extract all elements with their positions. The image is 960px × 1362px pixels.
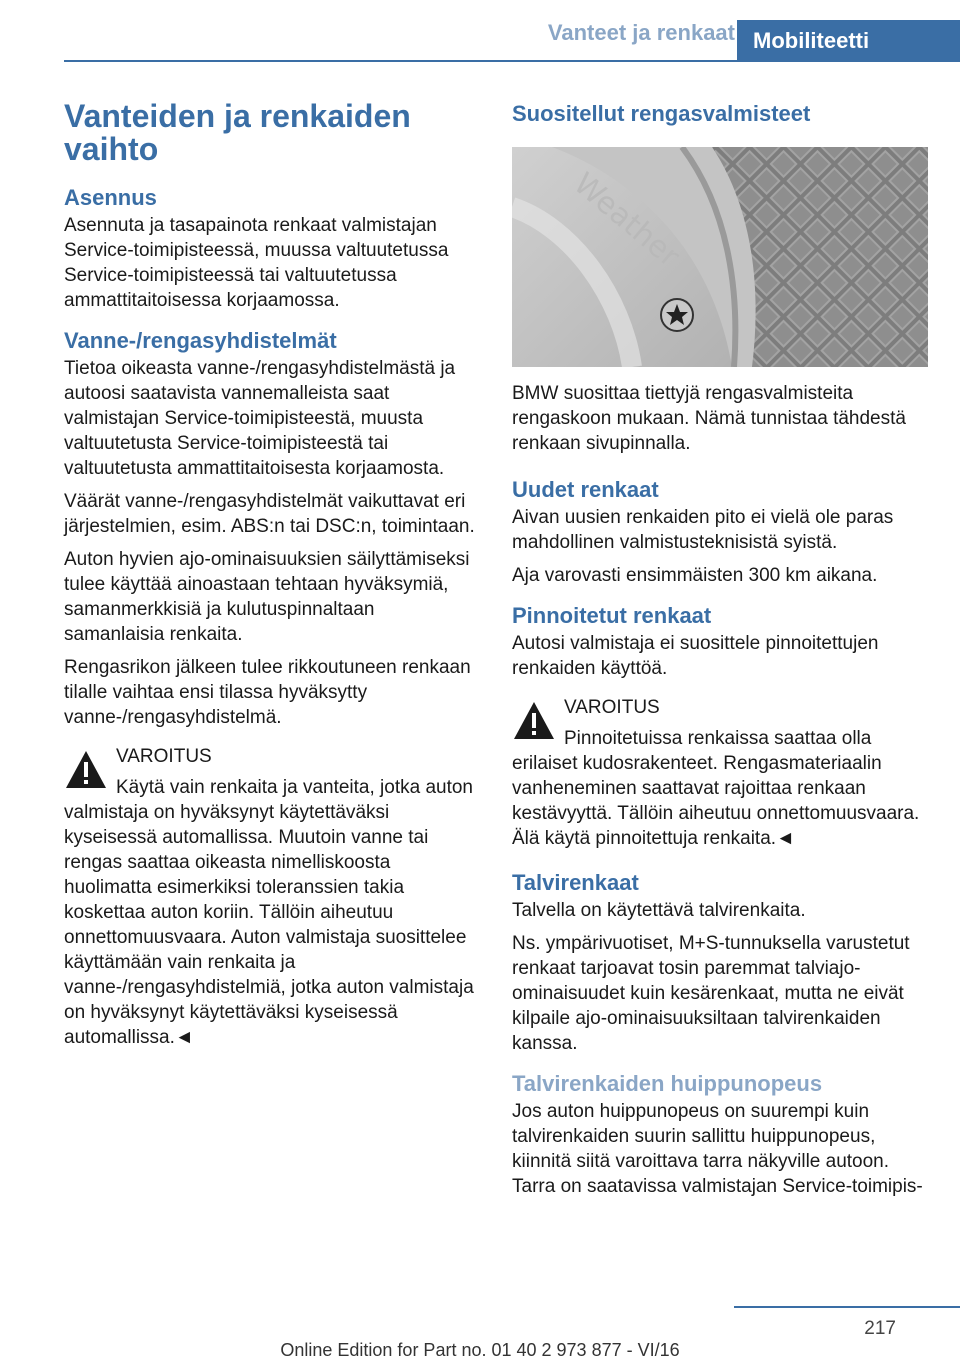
text-yhdistelmat-2: Väärät vanne-/rengasyhdistelmät vaikuttavat eri järjestelmien, esim. ABS:n tai DSC:n, toimintaan. — [64, 491, 475, 537]
section-talvi — [512, 869, 928, 1056]
heading-uudet: Uudet renkaat — [512, 477, 659, 502]
right-column — [512, 100, 928, 1213]
text-suositellut: BMW suosittaa tiettyjä rengasvalmisteita rengaskoon mukaan. Nämä tunnistaa tähdestä renkaan sivupinnalla. — [512, 383, 906, 454]
footer-divider — [734, 1306, 960, 1308]
heading-talvi: Talvirenkaat — [512, 870, 639, 895]
section-tab: Vanteet ja renkaat — [547, 20, 735, 45]
section-pinnoitetut — [512, 602, 928, 681]
page-number: 217 — [864, 1318, 896, 1339]
tire-sidewall-star-image — [512, 147, 928, 367]
heading-pinnoitetut: Pinnoitetut renkaat — [512, 603, 712, 628]
section-asennus — [64, 184, 480, 313]
warning-triangle-icon — [512, 699, 556, 743]
warning-text: Pinnoitetuissa renkaissa saattaa olla erilaiset kudosrakenteet. Rengasmateriaalin vanheneminen saattavat rajoittaa renkaan kestävyyttä. Tällöin aiheutuu onnettomuusvaara. Älä käytä pinnoitettuja renkaita.◄ — [512, 728, 920, 849]
text-huippu: Jos auton huippunopeus on suurempi kuin talvirenkaiden suurin sallittu huippunopeus, kiinnitä siitä varoittava tarra näkyville autoon. Tarra on saatavissa valmistajan Service-toimipis- — [512, 1101, 923, 1197]
warning-triangle-icon — [64, 748, 108, 792]
text-asennus: Asennuta ja tasapainota renkaat valmistajan Service-toimipisteessä, muussa valtuutetussa Service-toimipisteessä tai valtuutetussa ammattitaitoisessa korjaamossa. — [64, 215, 449, 311]
section-uudet — [512, 476, 928, 588]
text-pinnoitetut: Autosi valmistaja ei suosittele pinnoitettujen renkaiden käyttöä. — [512, 633, 879, 679]
page-header — [0, 0, 960, 62]
warning-title: VAROITUS — [116, 746, 212, 767]
text-yhdistelmat-3: Auton hyvien ajo-ominaisuuksien säilyttämiseksi tulee käyttää ainoastaan tehtaan hyväksymiä, samanmerkkisiä ja kulutuspinnaltaan samanlaisia renkaita. — [64, 549, 470, 645]
left-column — [64, 100, 480, 1062]
heading-suositellut: Suositellut rengasvalmisteet — [512, 101, 811, 126]
warning-text: Käytä vain renkaita ja vanteita, jotka auton valmistaja on hyväksynyt käytettäväksi kyseisessä automallissa. Muutoin vanne tai rengas saattaa oikeasta nimelliskoosta huolimatta esimerkiksi toleranssien takia koskettaa auton koriin. Tällöin aiheutuu onnettomuusvaara. Auton valmistaja suosittelee käyttämään vain renkaita ja vanne-/rengasyhdistelmiä, jotka auton valmistaja on hyväksynyt käytettäväksi kyseisessä automallissa.◄ — [64, 777, 474, 1048]
text-yhdistelmat-1: Tietoa oikeasta vanne-/rengasyhdistelmästä ja autoosi saatavista vannemalleista saat valmistajan Service-toimipisteestä, muusta valtuutetusta Service-toimipisteestä tai valtuutetusta ammattitaitoisesta korjaamosta. — [64, 358, 456, 479]
section-yhdistelmat — [64, 327, 480, 730]
text-talvi-1: Talvella on käytettävä talvirenkaita. — [512, 900, 806, 921]
text-talvi-2: Ns. ympärivuotiset, M+S-tunnuksella varustetut renkaat tarjoavat tosin paremmat talviajo-ominaisuudet kuin kesärenkaat, mutta ne eivät kilpaile ajo-ominaisuuksiltaan talvirenkaiden kanssa. — [512, 933, 910, 1054]
heading-huippu: Talvirenkaiden huippunopeus — [512, 1071, 823, 1096]
text-uudet-2: Aja varovasti ensimmäisten 300 km aikana. — [512, 565, 878, 586]
section-suositellut — [512, 100, 928, 456]
chapter-tab: Mobiliteetti — [737, 20, 960, 62]
warning-title: VAROITUS — [564, 697, 660, 718]
svg-text:Weather: Weather — [566, 166, 687, 275]
page-title: Vanteiden ja renkaiden vaihto — [64, 98, 411, 167]
footer-edition: Online Edition for Part no. 01 40 2 973 877 - VI/16 — [280, 1340, 680, 1360]
header-divider — [64, 60, 960, 62]
warning-box-right — [512, 695, 928, 851]
heading-asennus: Asennus — [64, 185, 157, 210]
text-yhdistelmat-4: Rengasrikon jälkeen tulee rikkoutuneen renkaan tilalle vaihtaa ensi tilassa hyväksytty vanne-/rengasyhdistelmä. — [64, 657, 471, 728]
text-uudet-1: Aivan uusien renkaiden pito ei vielä ole paras mahdollinen valmistusteknisistä syistä. — [512, 507, 894, 553]
warning-box-left — [64, 744, 480, 1050]
section-huippu — [512, 1070, 928, 1199]
heading-yhdistelmat: Vanne-/rengasyhdistelmät — [64, 328, 337, 353]
